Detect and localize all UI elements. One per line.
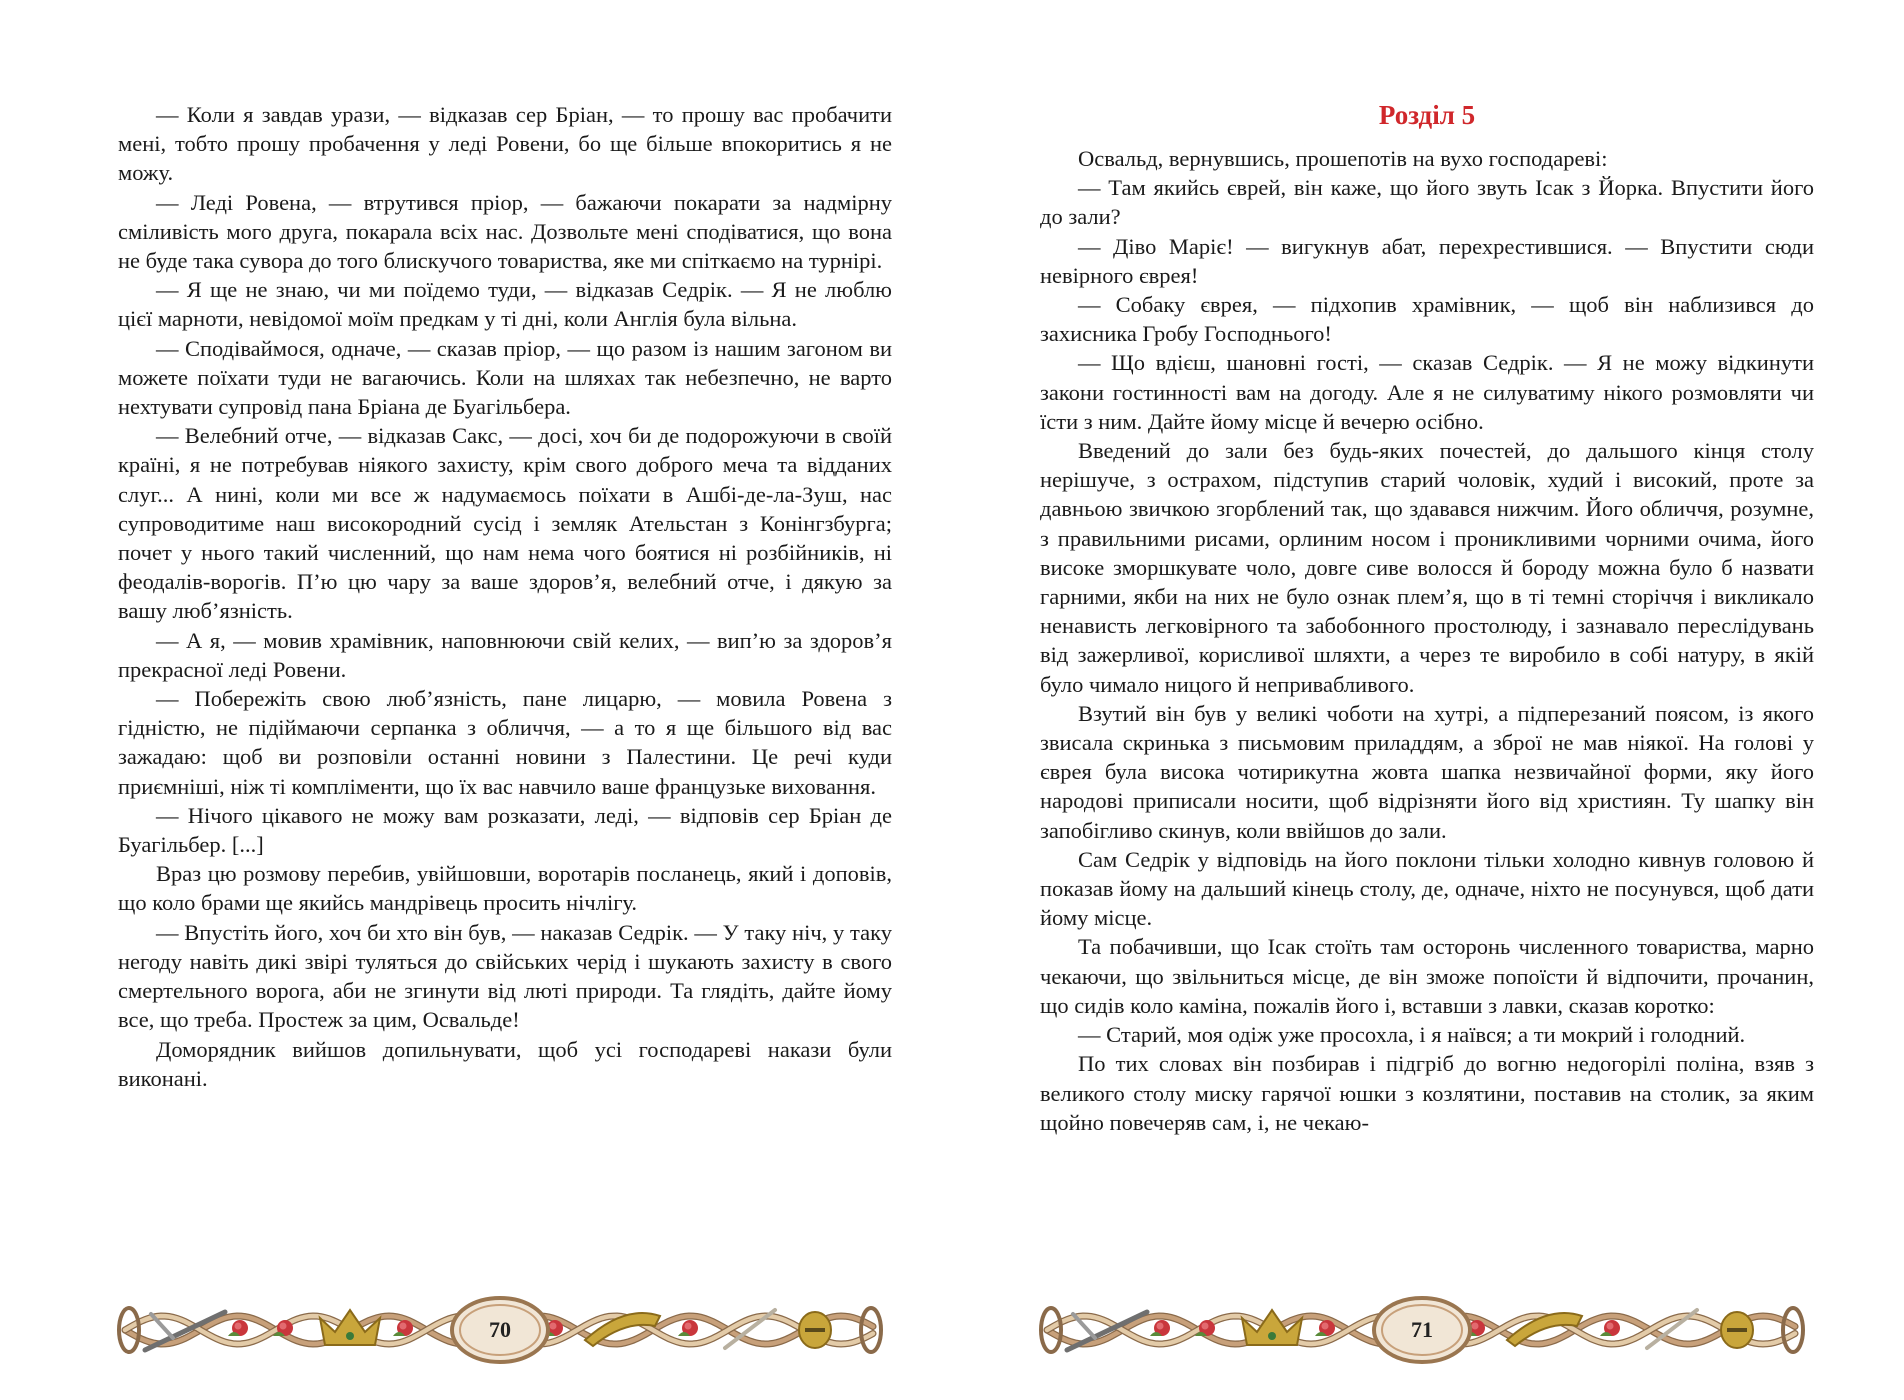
paragraph: — Там якийсь єврей, він каже, що його звуть Ісак з Йорка. Впустити його до зали? [1040,175,1814,230]
paragraph: — Коли я завдав урази, — відказав сер Бріан, — то прошу вас пробачити мені, тобто прошу пробачення у леді Ровени, бо ще більше впокоритись я не можу. [118,102,892,186]
paragraph: — А я, — мовив храмівник, наповнюючи свій келих, — вип’ю за здоров’я прекрасної леді Ровени. [118,627,892,682]
paragraph: — Діво Маріє! — вигукнув абат, перехрестившися. — Впустити сюди невірного єврея! [1040,233,1814,288]
paragraph: — Леді Ровена, — втрутився пріор, — бажаючи покарати за надмірну сміливість мого друга, покарала всіх нас. Дозвольте мені сподіватися, що вона не буде така сувора до того блискучого товариства, яке ми спіткаємо на турнірі. [118,189,892,274]
paragraph: Сам Седрік у відповідь на його поклони тільки холодно кивнув головою й показав йому на дальший кінець столу, де, одначе, ніхто не посунувся, щоб дати йому місце. [1040,846,1814,931]
paragraph: — Старий, моя одіж уже просохла, і я наївся; а ти мокрий і голодний. [1078,1022,1746,1048]
right-page-text [1040,144,1814,1137]
paragraph: По тих словах він позбирав і підгріб до вогню недогорілі поліна, взяв з великого столу миску гарячої юшки з козлятини, поставив на столик, за яким щойно повечеряв сам, і, не чекаю- [1040,1051,1814,1135]
paragraph: Освальд, вернувшись, прошепотів на вухо господареві: [1078,146,1608,171]
paragraph: — Собаку єврея, — підхопив храмівник, — щоб він наблизився до захисника Гробу Господнього! [1040,292,1814,347]
paragraph: — Сподіваймося, одначе, — сказав пріор, — що разом із нашим загоном ви можете поїхати туди не вагаючись. Коли на шляхах так небезпечно, не варто нехтувати супровід пана Бріана де Буагільбера. [118,335,892,420]
paragraph: Взутий він був у великі чоботи на хутрі, а підперезаний поясом, із якого звисала скринька з письмовим приладдям, а зброї не мав ніякої. На голові у єврея була висока чотирикутна жовта шапка незвичайної форми, яку його народові приписали носити, щоб відрізняти його від християн. Ту шапку він запобігливо скинув, коли ввійшов до зали. [1040,700,1814,843]
paragraph: Та побачивши, що Ісак стоїть там осторонь численного товариства, марно чекаючи, що звільниться місце, де він зможе попоїсти й відпочити, прочанин, що сидів коло каміна, пожалів його і, вставши з лавки, сказав коротко: [1040,934,1814,1018]
chapter-title: Розділ 5 [1378,100,1476,130]
footer-ornament [1037,1290,1807,1370]
paragraph: — Впустіть його, хоч би хто він був, — наказав Седрік. — У таку ніч, у таку негоду навіть дикі звірі туляться до свійських черід і шукають захисту в свого смертельного ворога, аби не згинути від люті природи. Та глядіть, дайте йому все, що треба. Простеж за цим, Освальде! [118,919,892,1033]
paragraph: Доморядник вийшов допильнувати, щоб усі господареві накази були виконані. [118,1036,892,1091]
page-number: 71 [1411,1317,1433,1342]
paragraph: — Велебний отче, — відказав Сакс, — досі, хоч би де подорожуючи в своїй країні, я не потребував ніякого захисту, крім свого доброго меча та відданих слуг... А нині, коли ми все ж надумаємось поїхати в Ашбі-де-ла-Зуш, нас супроводитиме наш високородний сусід і земляк Ательстан з Конінгзбурга; почет у нього такий численний, що нам нема чого боятися ні розбійників, ні феодалів-ворогів. П’ю цю чару за ваше здоров’я, велебний отче, і дякую за вашу люб’язність. [118,423,892,624]
page-number: 70 [489,1317,511,1342]
left-page-text [118,100,892,1093]
paragraph: Враз цю розмову перебив, увійшовши, воротарів посланець, який і доповів, що коло брами ще якийсь мандрівець просить нічлігу. [118,861,892,916]
paragraph: Введений до зали без будь-яких почестей, до дальшого кінця столу нерішуче, з острахом, підступив старий чоловік, худий і високий, проте за давньою звичкою згорблений так, що здавався нижчим. Його обличчя, розумне, з правильними рисами, орлиним носом і проникливими чорними очима, його високе зморшкувате чоло, довге сиве волосся й бороду можна було б назвати гарними, якби на них не було ознак плем’я, що в ті темні сторіччя і викликало ненависть легковірного та забобонного простолюду, і зазнавало переслідувань від зажерливої, корисливої шляхти, а через те виробило в собі натуру, в якій було чимало ницого й непривабливого. [1040,438,1814,697]
paragraph: — Що вдієш, шановні гості, — сказав Седрік. — Я не можу відкинути закони гостинності вам на догоду. Але я не силуватиму нікого розмовляти чи їсти з ним. Дайте йому місце й вечерю осібно. [1040,350,1814,434]
footer-ornament [115,1290,885,1370]
right-page [952,0,1904,1400]
paragraph: — Я ще не знаю, чи ми поїдемо туди, — відказав Седрік. — Я не люблю цієї марноти, невідомої моїм предкам у ті дні, коли Англія була вільна. [118,277,892,332]
paragraph: — Побережіть свою люб’язність, пане лицарю, — мовила Ровена з гідністю, не підіймаючи серпанка з обличчя, — а то я ще більшого від вас зажадаю: щоб ви розповіли останні новини з Палестини. Це речі куди приємніші, ніж ті компліменти, що їх вас навчило ваше французьке виховання. [118,686,892,799]
paragraph: — Нічого цікавого не можу вам розказати, леді, — відповів сер Бріан де Буагільбер. [...] [118,802,892,858]
